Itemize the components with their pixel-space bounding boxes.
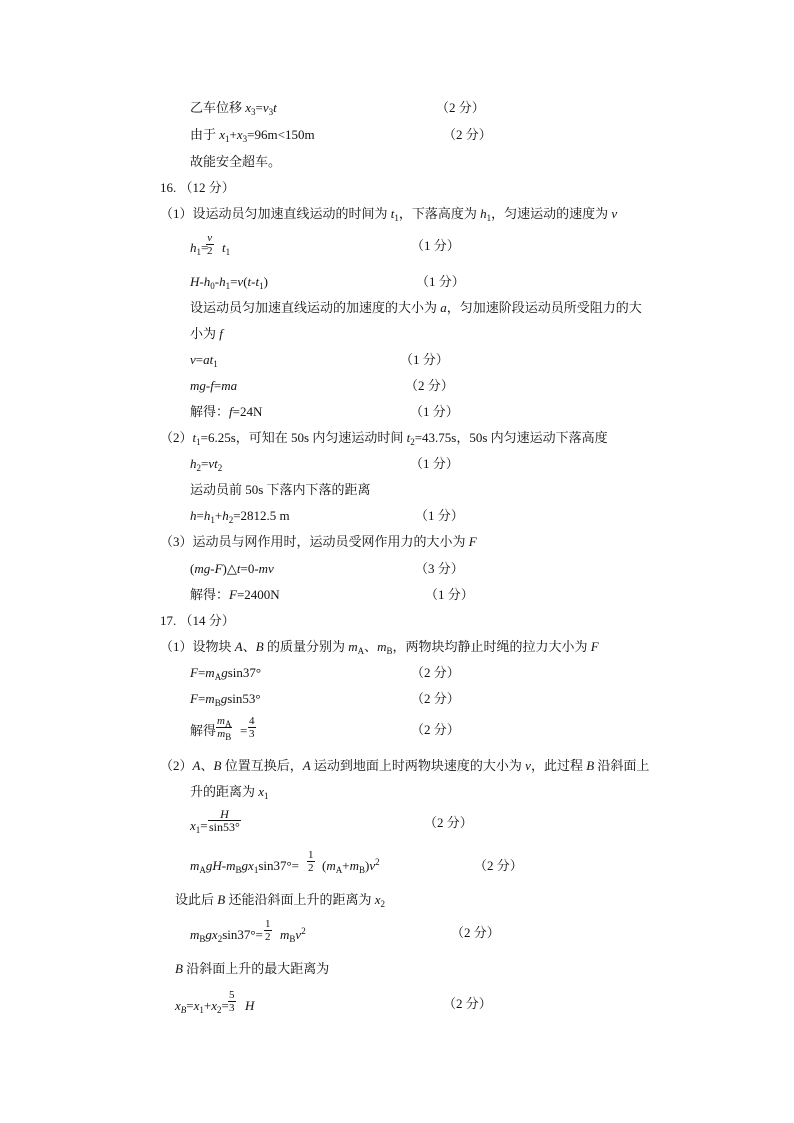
score: （2 分） [411, 722, 460, 737]
score: （2 分） [424, 815, 473, 830]
score: （2 分） [411, 665, 460, 680]
score: （1 分） [415, 508, 464, 523]
score: （2 分） [443, 127, 492, 142]
score: （1 分） [400, 352, 449, 367]
eq-F-solution: 解得：F=2400N [190, 587, 280, 602]
desc-resistance: 小为 f [190, 326, 223, 341]
fraction-one-half: $\frac{1}{2}$ [308, 849, 314, 874]
eq-xB-H: H [245, 998, 255, 1013]
eq-energy: $m_AgH-m_Bgx_1\sin 37^\circ=$ [190, 858, 300, 875]
score: （1 分） [416, 274, 465, 289]
eq-FmA: $F=m_Agsin37^\circ$ [190, 665, 262, 682]
desc-acceleration: 设运动员匀加速直线运动的加速度的大小为 a，匀加速阶段运动员所受阻力的大 [190, 300, 642, 315]
eq-height: $H-h_0-h_1=v(t-t_1)$ [190, 274, 268, 291]
line-sum: 由于 $x_1+x_3=96m<150m$ [190, 127, 315, 144]
q17-part2-intro: （2）A、B 位置互换后，A 运动到地面上时两物块速度的大小为 v，此过程 B 沿斜面上 [160, 758, 650, 773]
eq-h-total: $h=h_1+h_2=2812.5$ m [190, 508, 290, 525]
score: （2 分） [451, 925, 500, 940]
eq-h1: $h_1=$ [190, 240, 209, 257]
desc-b-max: B 沿斜面上升的最大距离为 [175, 961, 330, 976]
fraction-one-half-2: $\frac{1}{2}$ [265, 918, 271, 943]
score: （2 分） [411, 691, 460, 706]
score: （1 分） [410, 456, 459, 471]
eq-x1: $x_1=$ [190, 818, 208, 835]
score: （2 分） [405, 378, 454, 393]
equals-sign: = [240, 723, 248, 738]
fraction-v-over-2: $\frac{v}{2}$ [207, 232, 213, 257]
eq-v-at1: $v=at_1$ [190, 352, 218, 369]
fraction-5-over-3: $\frac{5}{3}$ [229, 989, 235, 1014]
question-16-heading: 16. （12 分） [160, 180, 235, 195]
line-conclusion: 故能安全超车。 [190, 154, 282, 169]
eq-h2: $h_2=vt_2$ [190, 456, 223, 473]
fraction-H-over-sin53: $\frac{H}{\sin 53^\circ}$ [209, 807, 240, 834]
eq-newton: mg-f=ma [190, 378, 238, 393]
line-car-displacement: 乙车位移 $x_3=v_3t$ [190, 100, 277, 117]
score: （1 分） [411, 238, 460, 253]
eq-x2-rhs: $m_Bv^2$ [280, 926, 306, 944]
eq-h1-t: $t_1$ [222, 240, 231, 257]
q17-part2-intro-cont: 升的距离为 $x_1$ [190, 784, 269, 801]
fraction-4-over-3: $\frac{4}{3}$ [249, 715, 255, 740]
q16-part1-intro: （1）设运动员匀加速直线运动的时间为 $t_1$，下落高度为 $h_1$，匀速运动的速度为 v [160, 206, 618, 223]
eq-f-solution: 解得：f=24N [190, 404, 263, 419]
score: （1 分） [410, 404, 459, 419]
question-17-heading: 17. （14 分） [160, 613, 235, 628]
q16-part3-intro: （3）运动员与网作用时，运动员受网作用力的大小为 F [160, 534, 477, 549]
label-jiede: 解得 [190, 723, 217, 738]
eq-impulse: (mg-F)△t=0-mv [190, 561, 274, 576]
eq-energy-rhs: $(m_A+m_B)v^2$ [322, 857, 380, 875]
eq-x2-energy: $m_Bgx_2\sin 37^\circ=$ [190, 927, 263, 944]
fraction-mA-over-mB: $\frac{m_A}{m_B}$ [217, 715, 232, 742]
desc-distance: 运动员前 50s 下落内下落的距离 [190, 482, 371, 497]
score: （1 分） [425, 587, 474, 602]
q16-part2-intro: $(2)t_1=6.25s$，可知在 50s 内匀速运动时间 $t_2=43.75s$，50s 内匀速运动下落高度 [160, 430, 608, 447]
desc-x2: 设此后 B 还能沿斜面上升的距离为 $x_2$ [175, 892, 386, 909]
score: （2 分） [474, 858, 523, 873]
score: （2 分） [443, 996, 492, 1011]
eq-FmB: $F=m_Bgsin53^\circ$ [190, 691, 261, 708]
score: （3 分） [415, 561, 464, 576]
score: （2 分） [436, 100, 485, 115]
eq-xB: $x_B=x_1+x_2=$ [175, 998, 229, 1015]
q17-part1-intro: （1）设物块 A、B 的质量分别为 $m_A$、$m_B$，两物块均静止时绳的拉力大小为 F [160, 639, 599, 656]
